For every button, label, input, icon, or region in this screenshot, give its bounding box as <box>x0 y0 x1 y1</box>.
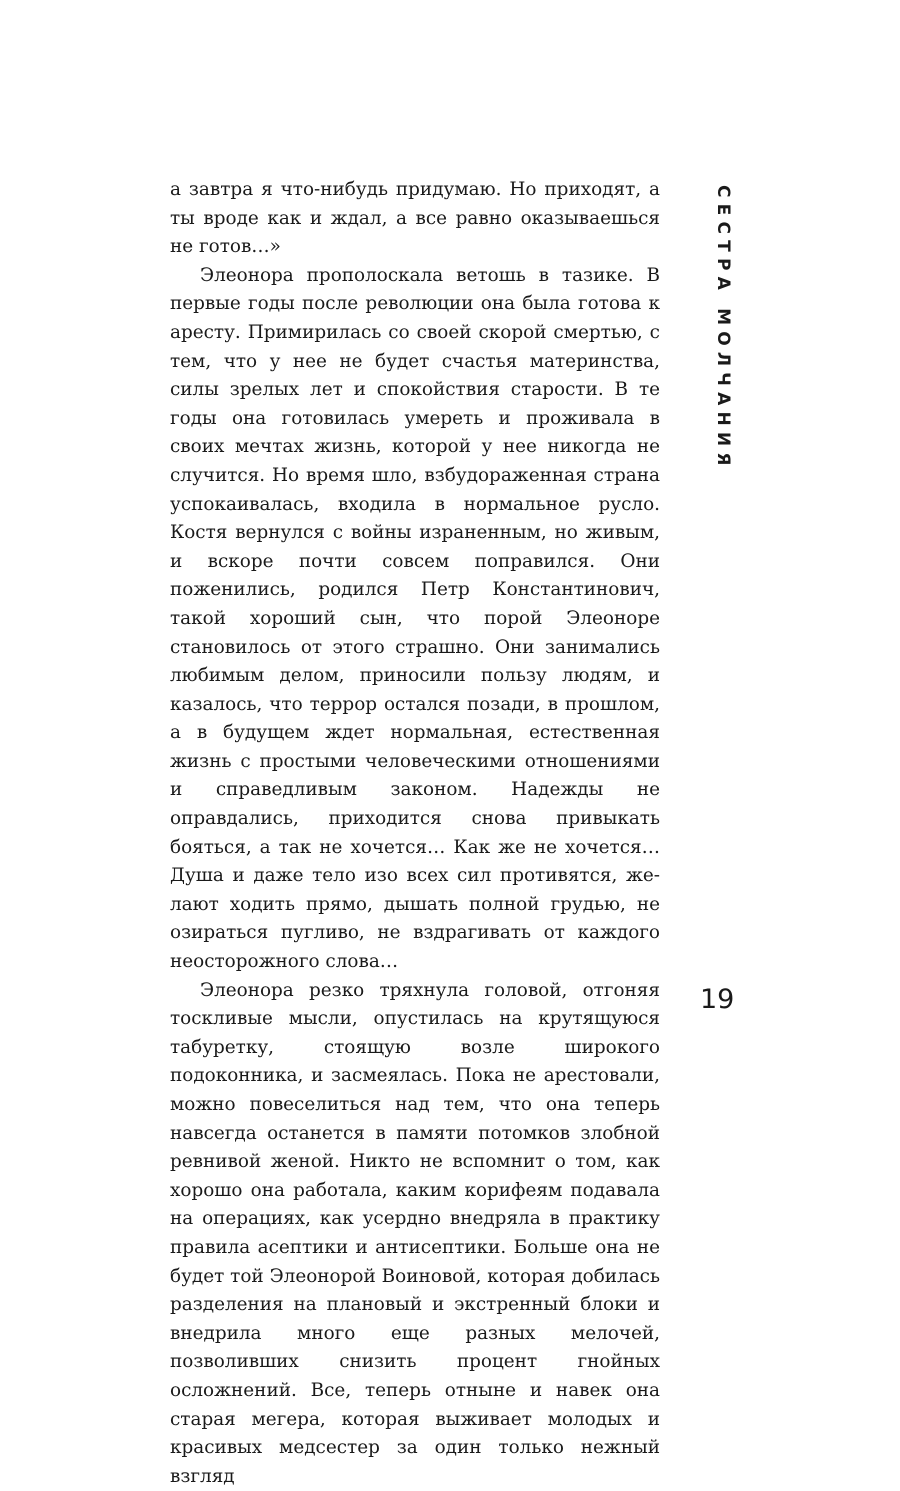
body-text <box>170 176 660 1491</box>
page-number: 19 <box>700 984 735 1015</box>
running-head: СЕСТРА МОЛЧАНИЯ <box>713 185 733 472</box>
paragraph: Элеонора резко тряхнула головой, отгоняя тоскливые мысли, опустилась на крутящуюся табуретку, стоящую возле широкого подоконника, и засмеялась. Пока не арестовали, можно повеселиться над тем, что она теперь навсегда останется в памяти потомков злобной ревнивой женой. Никто не вспомнит о том, как хорошо она работала, каким корифеям подавала на операциях, как усердно внедряла в практику правила асептики и антисептики. Больше она не будет той Элеонорой Воиновой, которая добилась разделения на плановый и экстренный блоки и внедрила много еще разных мелочей, позволивших снизить процент гнойных осложнений. Все, теперь отныне и навек она старая мегера, которая выживает молодых и красивых медсестер за один только нежный взгляд <box>170 979 660 1487</box>
paragraph-continuation: а завтра я что-нибудь придумаю. Но приходят, а ты вроде как и ждал, а все равно оказываешься не готов…» <box>170 179 660 258</box>
paragraph: Элеонора прополоскала ветошь в тазике. В первые годы после революции она была готова к аресту. Примирилась со своей скорой смертью, с тем, что у нее не будет счастья материнства, силы зрелых лет и спокойствия старости. В те годы она готовилась умереть и проживала в своих мечтах жизнь, которой у нее никогда не случится. Но время шло, взбудораженная страна успокаивалась, входила в нормальное русло. Костя вернулся с войны израненным, но живым, и вскоре почти совсем поправился. Они поженились, родился Петр Константинович, такой хороший сын, что порой Элеоноре становилось от этого страшно. Они занимались любимым делом, приносили пользу людям, и казалось, что террор остался позади, в прошлом, а в будущем ждет нормальная, естественная жизнь с простыми человеческими отношениями и справедливым законом. Надежды не оправдались, приходится снова привыкать бояться, а так не хочется… Как же не хочется… Душа и даже тело изо всех сил противятся, желают ходить прямо, дышать полной грудью, не озираться пугливо, не вздрагивать от каждого неосторожного слова… <box>170 264 660 973</box>
